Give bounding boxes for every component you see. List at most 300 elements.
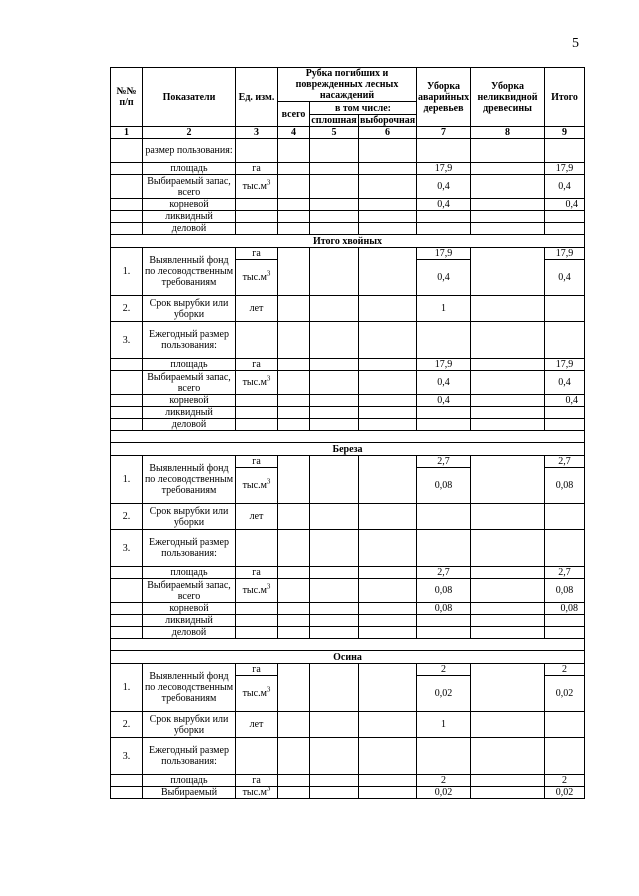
value-6 — [359, 504, 417, 530]
row-unit — [236, 139, 278, 163]
value-5 — [310, 248, 359, 296]
row-unit — [236, 175, 278, 199]
value-4 — [278, 627, 310, 639]
table-row — [111, 296, 585, 322]
row-label: деловой — [143, 627, 236, 639]
value-5 — [310, 738, 359, 775]
value-9 — [545, 615, 585, 627]
unit-superscript: 3 — [266, 582, 271, 591]
row-label: корневой — [143, 199, 236, 211]
row-label: площадь — [143, 163, 236, 175]
row-label: деловой — [143, 223, 236, 235]
row-unit — [236, 676, 278, 712]
value-7: 0,4 — [417, 371, 471, 395]
value-8 — [471, 615, 545, 627]
value-8 — [471, 139, 545, 163]
value-8 — [471, 163, 545, 175]
row-label: корневой — [143, 603, 236, 615]
value-8 — [471, 530, 545, 567]
value-5 — [310, 615, 359, 627]
header-num: №№ п/п — [111, 68, 143, 127]
value-7 — [417, 627, 471, 639]
value-5 — [310, 395, 359, 407]
value-4 — [278, 456, 310, 504]
value-4 — [278, 175, 310, 199]
value-9 — [545, 419, 585, 431]
row-number — [111, 199, 143, 211]
value-5 — [310, 139, 359, 163]
row-label: Ежегодный размер пользования: — [143, 530, 236, 567]
header-nonliquid: Уборка неликвидной древесины — [471, 68, 545, 127]
value-7 — [417, 504, 471, 530]
value-6 — [359, 567, 417, 579]
row-number — [111, 223, 143, 235]
column-number-row — [111, 127, 585, 139]
value-4 — [278, 712, 310, 738]
value-9: 17,9 — [545, 359, 585, 371]
table-row — [111, 248, 585, 260]
table-row — [111, 664, 585, 676]
value-9: 0,4 — [545, 260, 585, 296]
value-8 — [471, 787, 545, 799]
value-8 — [471, 567, 545, 579]
row-unit: лет — [236, 712, 278, 738]
row-unit: га — [236, 775, 278, 787]
value-8 — [471, 627, 545, 639]
value-5 — [310, 296, 359, 322]
value-9 — [545, 530, 585, 567]
value-5 — [310, 712, 359, 738]
row-unit — [236, 603, 278, 615]
value-4 — [278, 211, 310, 223]
value-9: 2,7 — [545, 456, 585, 468]
value-9: 0,4 — [545, 199, 585, 211]
header-total: всего — [278, 102, 310, 127]
row-number: 3. — [111, 530, 143, 567]
value-7 — [417, 407, 471, 419]
row-label: размер пользования: — [143, 139, 236, 163]
value-4 — [278, 738, 310, 775]
spacer-cell — [111, 639, 585, 651]
table-row — [111, 223, 585, 235]
value-8 — [471, 395, 545, 407]
value-5 — [310, 579, 359, 603]
row-label: Выбираемый запас, всего — [143, 579, 236, 603]
value-8 — [471, 296, 545, 322]
row-label: Срок вырубки или уборки — [143, 504, 236, 530]
value-5 — [310, 359, 359, 371]
row-number — [111, 579, 143, 603]
value-8 — [471, 456, 545, 504]
value-6 — [359, 199, 417, 211]
value-9: 0,02 — [545, 787, 585, 799]
value-8 — [471, 223, 545, 235]
value-8 — [471, 175, 545, 199]
value-5 — [310, 211, 359, 223]
value-7: 0,4 — [417, 260, 471, 296]
value-9: 0,08 — [545, 579, 585, 603]
value-7: 0,02 — [417, 787, 471, 799]
table-row — [111, 211, 585, 223]
table-row — [111, 579, 585, 603]
row-unit — [236, 468, 278, 504]
value-4 — [278, 407, 310, 419]
value-7 — [417, 211, 471, 223]
row-unit — [236, 787, 278, 799]
value-8 — [471, 211, 545, 223]
value-9 — [545, 211, 585, 223]
section-title: Осина — [111, 651, 585, 664]
value-6 — [359, 712, 417, 738]
value-9: 0,08 — [545, 468, 585, 504]
row-number — [111, 419, 143, 431]
row-label: площадь — [143, 359, 236, 371]
value-4 — [278, 579, 310, 603]
column-number: 5 — [310, 127, 359, 139]
value-8 — [471, 322, 545, 359]
value-9 — [545, 738, 585, 775]
value-6 — [359, 738, 417, 775]
value-4 — [278, 603, 310, 615]
value-5 — [310, 199, 359, 211]
column-number: 9 — [545, 127, 585, 139]
value-7 — [417, 530, 471, 567]
value-5 — [310, 775, 359, 787]
table-row — [111, 139, 585, 163]
column-number: 2 — [143, 127, 236, 139]
value-6 — [359, 139, 417, 163]
value-8 — [471, 603, 545, 615]
value-4 — [278, 163, 310, 175]
value-7 — [417, 615, 471, 627]
unit-text: тыс.м — [242, 787, 267, 798]
table-row — [111, 419, 585, 431]
value-9 — [545, 322, 585, 359]
column-number: 4 — [278, 127, 310, 139]
value-8 — [471, 199, 545, 211]
unit-superscript: 3 — [266, 178, 271, 187]
value-4 — [278, 504, 310, 530]
value-7: 2,7 — [417, 567, 471, 579]
value-4 — [278, 395, 310, 407]
header-emergency: Уборка аварийных деревьев — [417, 68, 471, 127]
value-9: 0,4 — [545, 395, 585, 407]
row-number — [111, 775, 143, 787]
row-label: Выбираемый запас, всего — [143, 371, 236, 395]
value-7: 2,7 — [417, 456, 471, 468]
row-label: площадь — [143, 567, 236, 579]
table-row — [111, 175, 585, 199]
unit-text: тыс.м — [242, 480, 267, 491]
table-row — [111, 359, 585, 371]
value-7: 1 — [417, 712, 471, 738]
row-label: Ежегодный размер пользования: — [143, 738, 236, 775]
row-number: 2. — [111, 712, 143, 738]
row-number: 2. — [111, 504, 143, 530]
value-9 — [545, 627, 585, 639]
value-8 — [471, 407, 545, 419]
row-number: 1. — [111, 664, 143, 712]
column-number: 6 — [359, 127, 417, 139]
value-9: 0,08 — [545, 603, 585, 615]
row-label: ликвидный — [143, 615, 236, 627]
row-number — [111, 163, 143, 175]
row-label: Ежегодный размер пользования: — [143, 322, 236, 359]
value-4 — [278, 371, 310, 395]
value-5 — [310, 371, 359, 395]
value-9 — [545, 407, 585, 419]
value-7: 2 — [417, 775, 471, 787]
unit-text: тыс.м — [242, 181, 267, 192]
unit-text: тыс.м — [242, 688, 267, 699]
value-4 — [278, 615, 310, 627]
value-4 — [278, 567, 310, 579]
value-4 — [278, 296, 310, 322]
value-5 — [310, 407, 359, 419]
row-label: деловой — [143, 419, 236, 431]
page-number: 5 — [572, 36, 579, 51]
row-unit: га — [236, 567, 278, 579]
section-title-row — [111, 443, 585, 456]
row-label: Срок вырубки или уборки — [143, 296, 236, 322]
row-unit: лет — [236, 296, 278, 322]
value-6 — [359, 163, 417, 175]
value-8 — [471, 712, 545, 738]
row-label: корневой — [143, 395, 236, 407]
value-5 — [310, 223, 359, 235]
value-8 — [471, 579, 545, 603]
value-4 — [278, 248, 310, 296]
value-4 — [278, 787, 310, 799]
unit-superscript: 3 — [266, 374, 271, 383]
value-9 — [545, 139, 585, 163]
row-unit: лет — [236, 504, 278, 530]
value-7: 17,9 — [417, 359, 471, 371]
row-label: Выявленный фонд по лесоводственным требованиям — [143, 456, 236, 504]
row-unit: га — [236, 163, 278, 175]
value-9 — [545, 712, 585, 738]
value-4 — [278, 223, 310, 235]
value-8 — [471, 419, 545, 431]
table-row — [111, 199, 585, 211]
row-number — [111, 371, 143, 395]
row-unit — [236, 627, 278, 639]
value-6 — [359, 775, 417, 787]
unit-superscript: 3 — [266, 685, 271, 694]
row-label: Выявленный фонд по лесоводственным требованиям — [143, 248, 236, 296]
value-9 — [545, 296, 585, 322]
row-unit — [236, 419, 278, 431]
row-number — [111, 139, 143, 163]
table-row — [111, 371, 585, 395]
value-5 — [310, 163, 359, 175]
value-6 — [359, 787, 417, 799]
value-9 — [545, 504, 585, 530]
value-5 — [310, 322, 359, 359]
value-6 — [359, 456, 417, 504]
value-8 — [471, 504, 545, 530]
header-felling: Рубка погибших и поврежденных лесных насаждений — [278, 68, 417, 102]
row-number — [111, 407, 143, 419]
table-row — [111, 627, 585, 639]
table-row — [111, 603, 585, 615]
row-label: площадь — [143, 775, 236, 787]
row-unit: га — [236, 664, 278, 676]
value-8 — [471, 371, 545, 395]
unit-superscript: 3 — [266, 477, 271, 486]
table-row — [111, 456, 585, 468]
value-6 — [359, 579, 417, 603]
row-unit — [236, 199, 278, 211]
header-unit: Ед. изм. — [236, 68, 278, 127]
value-7: 0,02 — [417, 676, 471, 712]
column-number: 7 — [417, 127, 471, 139]
row-number: 3. — [111, 322, 143, 359]
value-9: 2 — [545, 775, 585, 787]
table-row — [111, 504, 585, 530]
row-unit — [236, 223, 278, 235]
value-7: 0,4 — [417, 175, 471, 199]
header-incl: в том числе: — [310, 102, 417, 115]
value-9: 2 — [545, 664, 585, 676]
row-label: ликвидный — [143, 211, 236, 223]
header-row — [111, 68, 585, 102]
value-4 — [278, 199, 310, 211]
value-3 — [236, 530, 278, 567]
value-5 — [310, 603, 359, 615]
value-5 — [310, 504, 359, 530]
value-6 — [359, 615, 417, 627]
row-number: 1. — [111, 456, 143, 504]
section-title: Береза — [111, 443, 585, 456]
value-9 — [545, 223, 585, 235]
value-7: 0,4 — [417, 199, 471, 211]
value-6 — [359, 211, 417, 223]
row-unit — [236, 371, 278, 395]
forest-use-table — [110, 67, 585, 799]
value-7: 0,08 — [417, 468, 471, 504]
value-9: 0,02 — [545, 676, 585, 712]
row-label: Выбираемый запас, всего — [143, 175, 236, 199]
unit-superscript: 3 — [266, 786, 271, 793]
value-5 — [310, 787, 359, 799]
row-number — [111, 627, 143, 639]
header-itogo: Итого — [545, 68, 585, 127]
value-9: 0,4 — [545, 371, 585, 395]
value-9: 2,7 — [545, 567, 585, 579]
table-row — [111, 738, 585, 775]
row-number — [111, 359, 143, 371]
row-label: Выбираемый — [143, 787, 236, 799]
value-4 — [278, 775, 310, 787]
value-5 — [310, 419, 359, 431]
table-row — [111, 322, 585, 359]
value-9: 0,4 — [545, 175, 585, 199]
value-3 — [236, 738, 278, 775]
table-row — [111, 567, 585, 579]
value-5 — [310, 627, 359, 639]
unit-superscript: 3 — [266, 269, 271, 278]
value-6 — [359, 603, 417, 615]
value-9: 17,9 — [545, 163, 585, 175]
value-6 — [359, 664, 417, 712]
row-unit — [236, 395, 278, 407]
section-title-row — [111, 235, 585, 248]
table-row — [111, 163, 585, 175]
row-number: 3. — [111, 738, 143, 775]
value-4 — [278, 530, 310, 567]
spacer-row — [111, 431, 585, 443]
row-number — [111, 615, 143, 627]
value-5 — [310, 456, 359, 504]
unit-text: тыс.м — [242, 377, 267, 388]
value-4 — [278, 322, 310, 359]
value-6 — [359, 322, 417, 359]
table-row — [111, 615, 585, 627]
value-6 — [359, 419, 417, 431]
row-unit — [236, 260, 278, 296]
section-title: Итого хвойных — [111, 235, 585, 248]
row-number — [111, 211, 143, 223]
row-number — [111, 787, 143, 799]
row-label: Выявленный фонд по лесоводственным требованиям — [143, 664, 236, 712]
row-unit — [236, 211, 278, 223]
value-8 — [471, 738, 545, 775]
value-4 — [278, 359, 310, 371]
value-5 — [310, 567, 359, 579]
value-7 — [417, 322, 471, 359]
value-4 — [278, 664, 310, 712]
value-7: 17,9 — [417, 248, 471, 260]
value-6 — [359, 223, 417, 235]
value-5 — [310, 664, 359, 712]
spacer-row — [111, 639, 585, 651]
table-row — [111, 775, 585, 787]
row-unit: га — [236, 456, 278, 468]
value-4 — [278, 419, 310, 431]
value-7: 0,08 — [417, 603, 471, 615]
value-6 — [359, 407, 417, 419]
value-8 — [471, 248, 545, 296]
row-label: ликвидный — [143, 407, 236, 419]
row-number — [111, 603, 143, 615]
value-7: 0,08 — [417, 579, 471, 603]
unit-text: тыс.м — [242, 272, 267, 283]
row-unit — [236, 407, 278, 419]
row-unit — [236, 579, 278, 603]
row-unit: га — [236, 359, 278, 371]
column-number: 8 — [471, 127, 545, 139]
value-8 — [471, 775, 545, 787]
value-7 — [417, 223, 471, 235]
value-7: 2 — [417, 664, 471, 676]
unit-text: тыс.м — [242, 585, 267, 596]
table-row — [111, 395, 585, 407]
row-unit — [236, 615, 278, 627]
value-6 — [359, 296, 417, 322]
value-7 — [417, 419, 471, 431]
header-clear: сплошная — [311, 115, 357, 126]
value-7 — [417, 139, 471, 163]
column-number: 1 — [111, 127, 143, 139]
value-7: 17,9 — [417, 163, 471, 175]
value-3 — [236, 322, 278, 359]
value-5 — [310, 175, 359, 199]
row-number — [111, 395, 143, 407]
value-4 — [278, 139, 310, 163]
row-unit: га — [236, 248, 278, 260]
row-number: 2. — [111, 296, 143, 322]
